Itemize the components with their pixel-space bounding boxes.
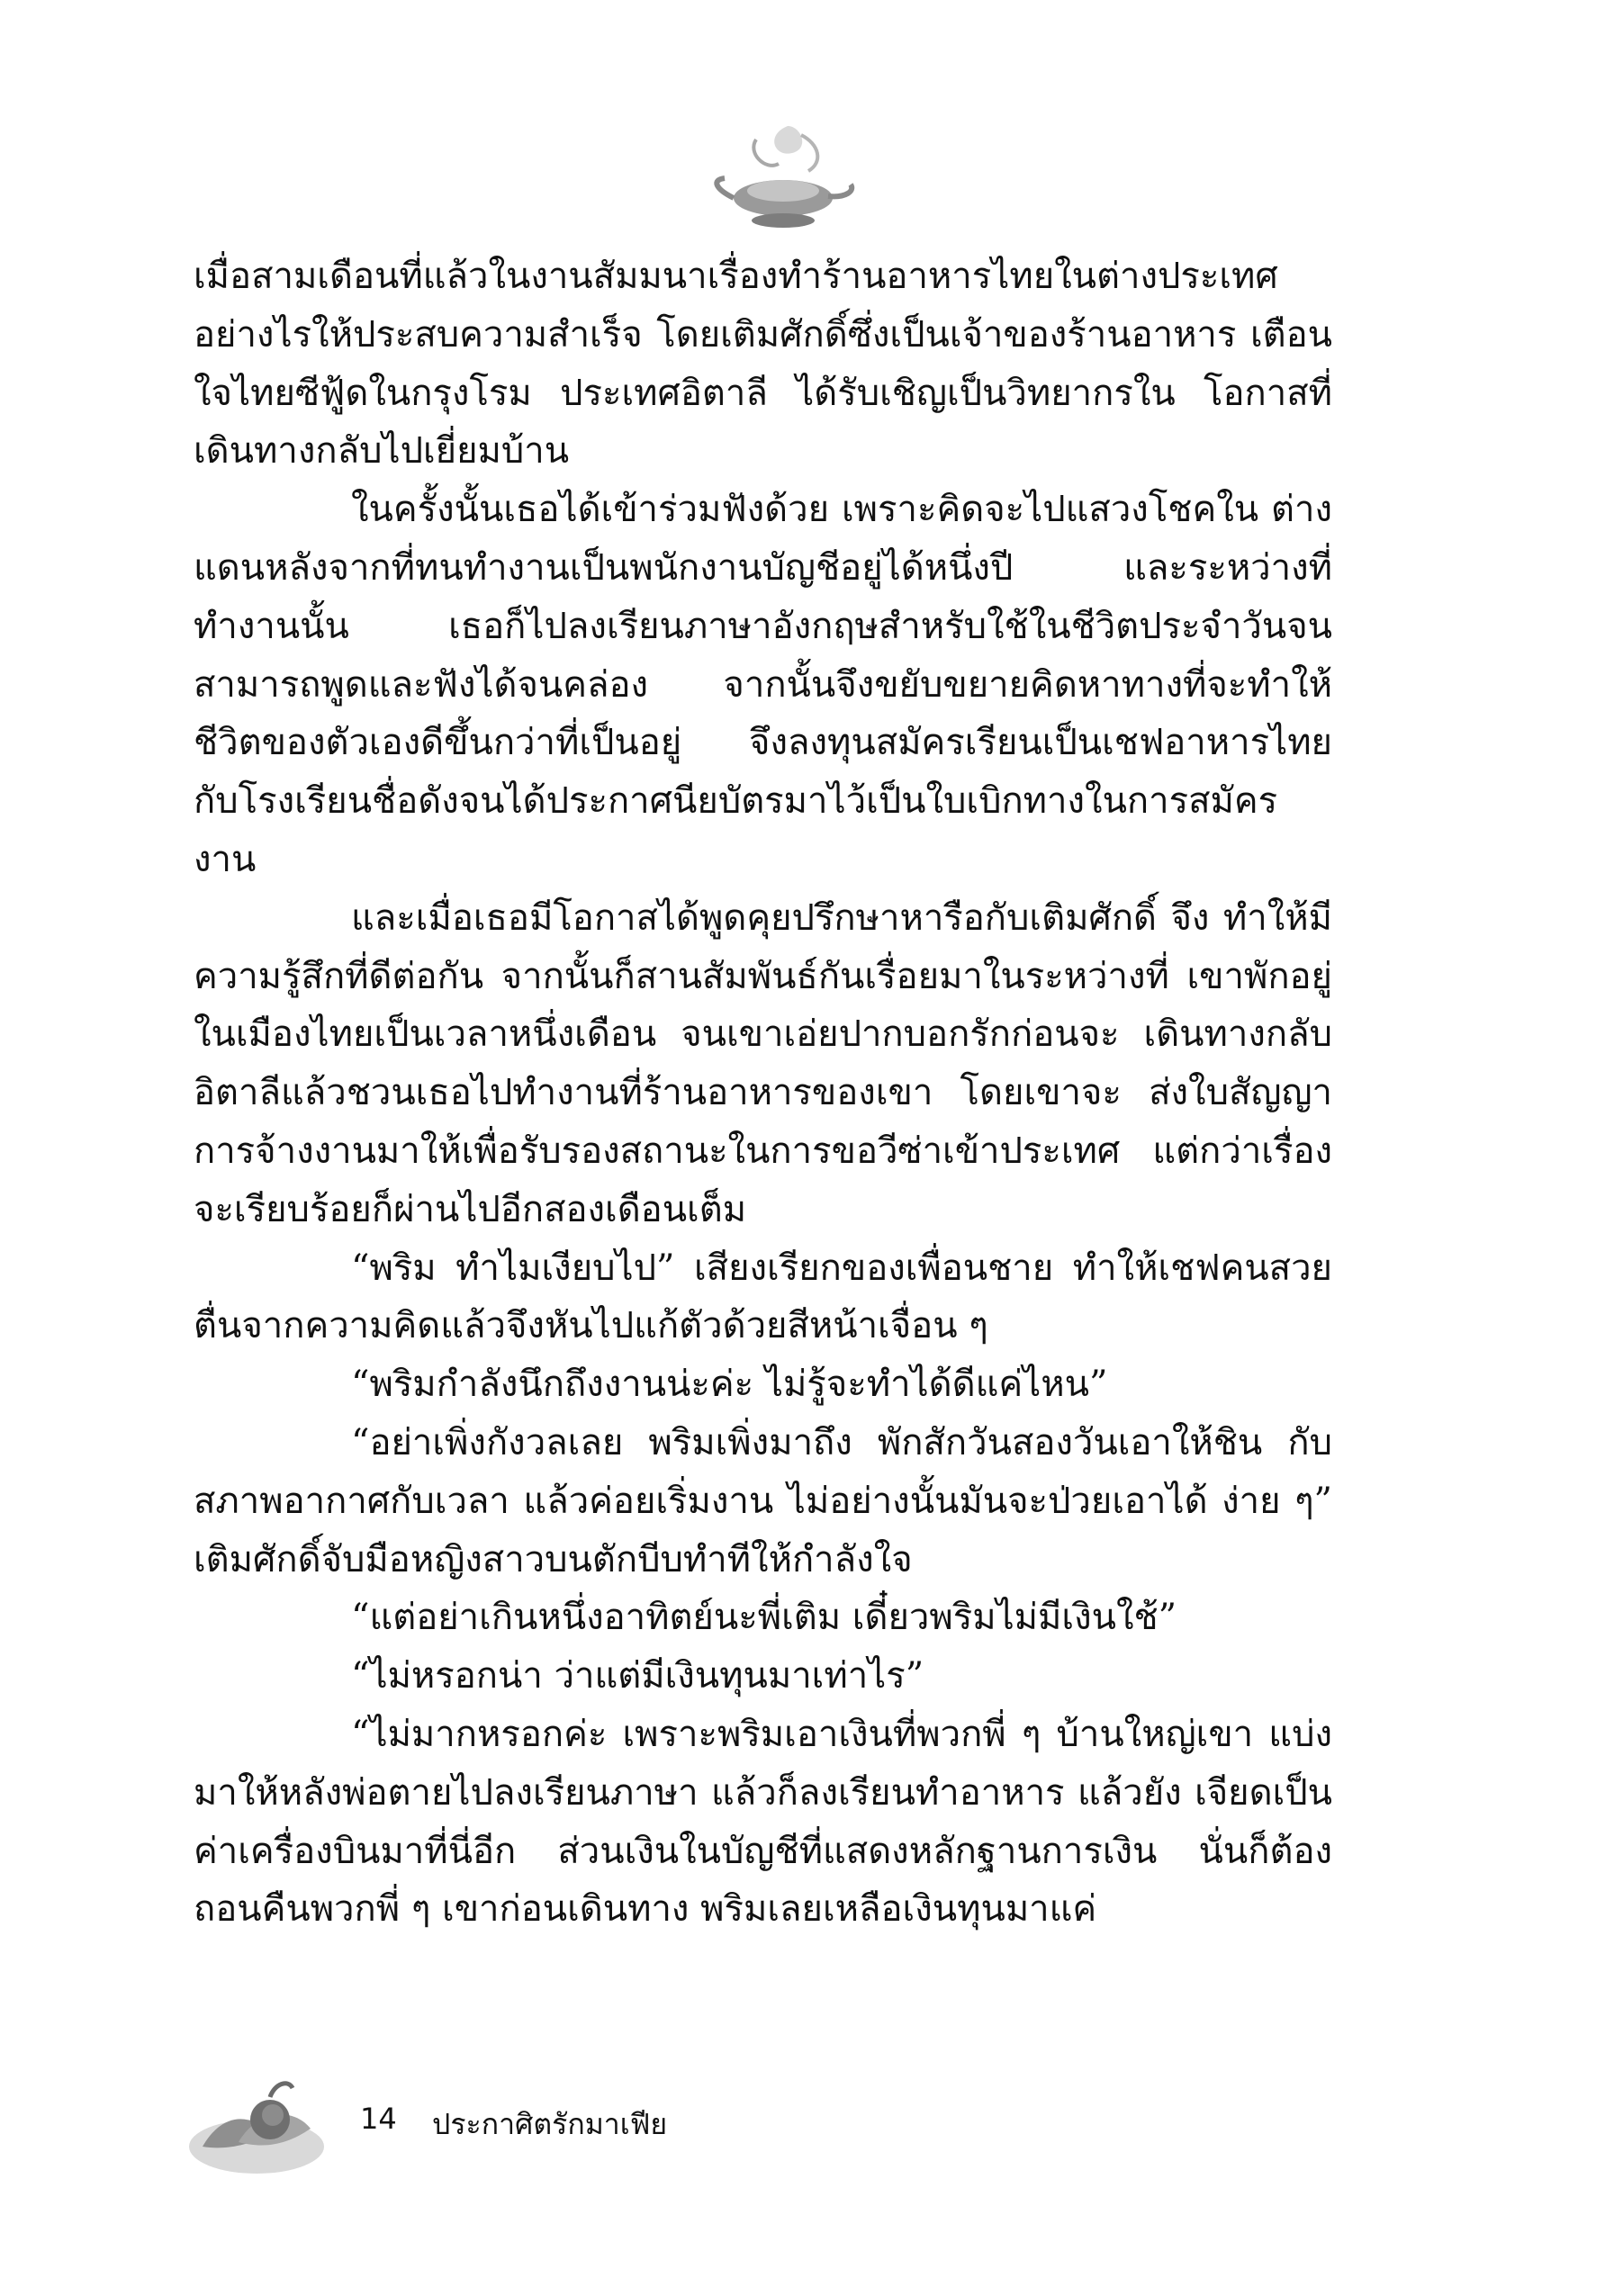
dialogue-2: “พริมกำลังนึกถึงงานน่ะค่ะ ไม่รู้จะทำได้ดีแค่ไหน”	[351, 1364, 1108, 1406]
rose-ornament-icon	[185, 2061, 329, 2196]
dialogue-1: “พริม ทำไมเงียบไป” เสียงเรียกของเพื่อนชาย ทำให้เชฟคนสวย ตื่นจากความคิดแล้วจึงหันไปแก้ตัวด้วยสีหน้าเจื่อน ๆ	[194, 1247, 1332, 1347]
dialogue-3: “อย่าเพิ่งกังวลเลย พริมเพิ่งมาถึง พักสักวันสองวันเอาให้ชิน กับสภาพอากาศกับเวลา แล้วค่อยเริ่มงาน ไม่อย่างนั้นมันจะป่วยเอาได้ ง่าย ๆ” เติมศักดิ์จับมือหญิงสาวบนตักบีบทำทีให้กำลังใจ	[194, 1421, 1332, 1580]
dialogue-4: “แต่อย่าเกินหนึ่งอาทิตย์นะพี่เติม เดี๋ยวพริมไม่มีเงินใช้”	[351, 1597, 1177, 1639]
lamp-ornament-icon	[702, 108, 864, 243]
paragraph-1: เมื่อสามเดือนที่แล้วในงานสัมมนาเรื่องทำร้านอาหารไทยในต่างประเทศ อย่างไรให้ประสบความสำเร็จ โดยเติมศักดิ์ซึ่งเป็นเจ้าของร้านอาหาร เตือนใจไทยซีฟู้ดในกรุงโรม ประเทศอิตาลี ได้รับเชิญเป็นวิทยากรใน โอกาสที่เดินทางกลับไปเยี่ยมบ้าน	[194, 256, 1332, 473]
dialogue-6: “ไม่มากหรอกค่ะ เพราะพริมเอาเงินที่พวกพี่ ๆ บ้านใหญ่เขา แบ่งมาให้หลังพ่อตายไปลงเรียนภาษา แล้วก็ลงเรียนทำอาหาร แล้วยัง เจียดเป็นค่าเครื่องบินมาที่นี่อีก ส่วนเงินในบัญชีที่แสดงหลักฐานการเงิน นั่นก็ต้องถอนคืนพวกพี่ ๆ เขาก่อนเดินทาง พริมเลยเหลือเงินทุนมาแค่	[194, 1713, 1332, 1931]
book-title: ประกาศิตรักมาเฟีย	[432, 2107, 668, 2141]
page-footer	[185, 2061, 725, 2196]
paragraph-2: ในครั้งนั้นเธอได้เข้าร่วมฟังด้วย เพราะคิดจะไปแสวงโชคใน ต่างแดนหลังจากที่ทนทำงานเป็นพนักงานบัญชีอยู่ได้หนึ่งปี และระหว่างที่ ทำงานนั้น เธอก็ไปลงเรียนภาษาอังกฤษสำหรับใช้ในชีวิตประจำวันจน สามารถพูดและฟังได้จนคล่อง จากนั้นจึงขยับขยายคิดหาทางที่จะทำให้ ชีวิตของตัวเองดีขึ้นกว่าที่เป็นอยู่ จึงลงทุนสมัครเรียนเป็นเชฟอาหารไทย กับโรงเรียนชื่อดังจนได้ประกาศนียบัตรมาไว้เป็นใบเบิกทางในการสมัครงาน	[194, 489, 1332, 880]
paragraph-3: และเมื่อเธอมีโอกาสได้พูดคุยปรึกษาหารือกับเติมศักดิ์ จึง ทำให้มีความรู้สึกที่ดีต่อกัน จากนั้นก็สานสัมพันธ์กันเรื่อยมาในระหว่างที่ เขาพักอยู่ในเมืองไทยเป็นเวลาหนึ่งเดือน จนเขาเอ่ยปากบอกรักก่อนจะ เดินทางกลับอิตาลีแล้วชวนเธอไปทำงานที่ร้านอาหารของเขา โดยเขาจะ ส่งใบสัญญาการจ้างงานมาให้เพื่อรับรองสถานะในการขอวีซ่าเข้าประเทศ แต่กว่าเรื่องจะเรียบร้อยก็ผ่านไปอีกสองเดือนเต็ม	[194, 896, 1332, 1230]
text-body	[194, 248, 1332, 1939]
page-number: 14	[360, 2102, 397, 2136]
dialogue-5: “ไม่หรอกน่า ว่าแต่มีเงินทุนมาเท่าไร”	[351, 1655, 924, 1697]
